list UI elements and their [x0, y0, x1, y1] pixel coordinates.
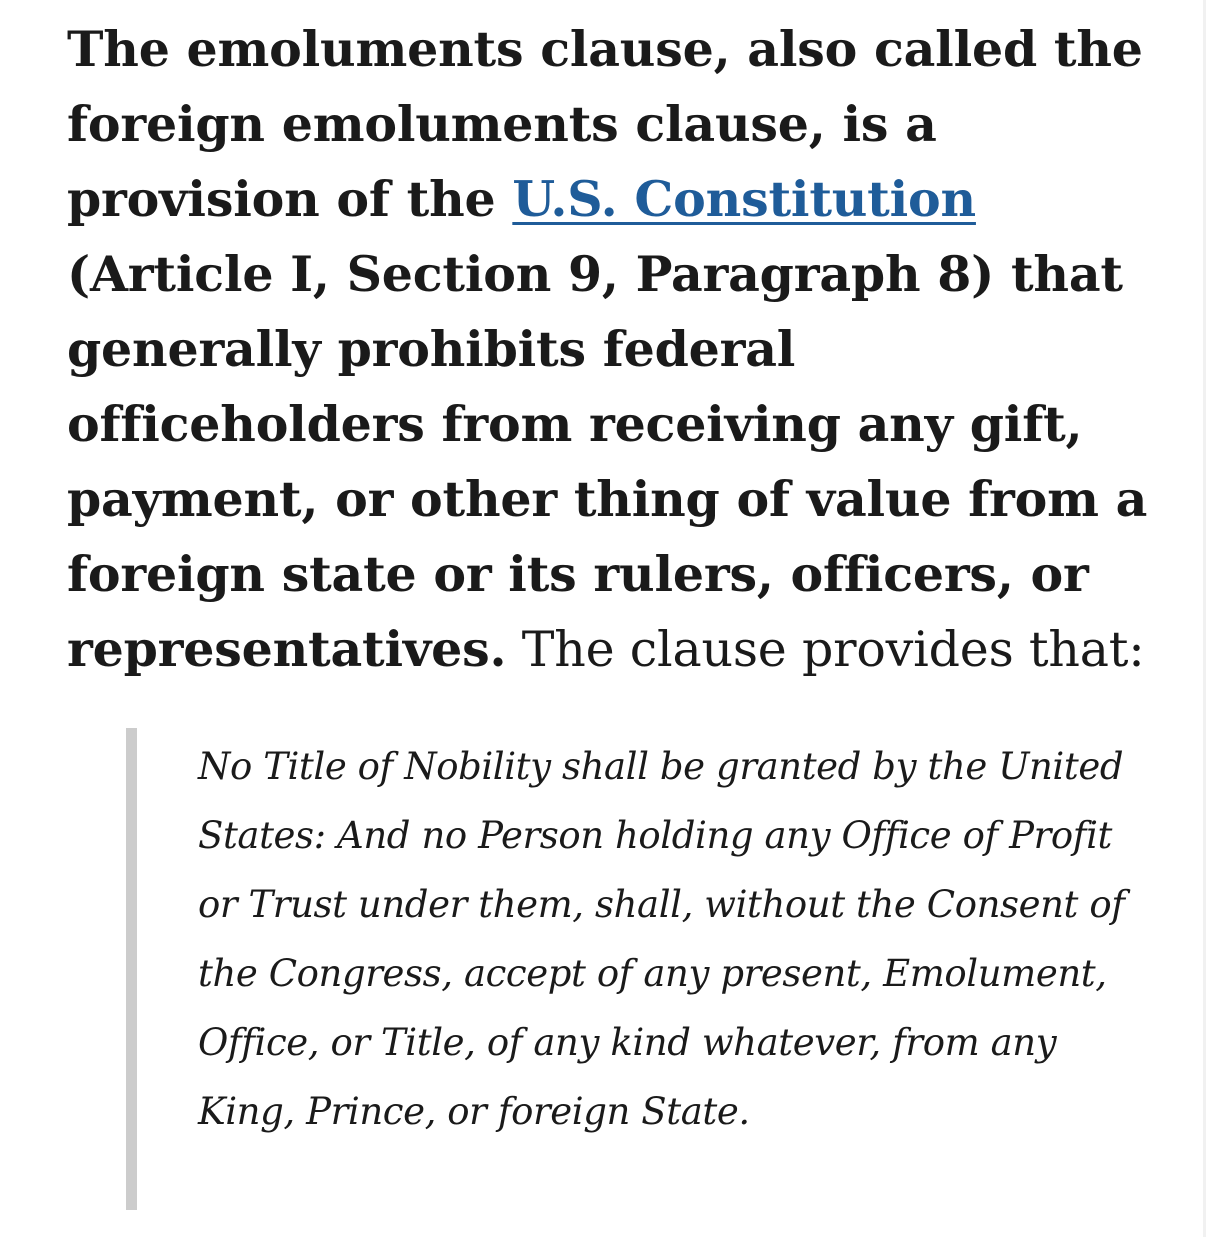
us-constitution-link[interactable]: U.S. Constitution [512, 170, 976, 228]
article-intro-paragraph [67, 12, 1162, 687]
blockquote-text: No Title of Nobility shall be granted by the United States: And no Person holding any Office of Profit or Trust under them, shall, without the Consent of the Congress, accept of any present, Emolument, Office, or Title, of any kind whatever, from any King, Prince, or foreign State. [198, 745, 1125, 1133]
lead-before-link: The emoluments clause, also called the foreign emoluments clause, is a provision of the [67, 20, 1143, 228]
intro-rest-text: The clause provides that: [506, 621, 1145, 678]
lead-after-link: (Article I, Section 9, Paragraph 8) that generally prohibits federal officeholders from receiving any gift, payment, or other thing of value from a foreign state or its rulers, officers, or representatives. [67, 245, 1148, 678]
constitution-blockquote [126, 728, 1141, 1210]
intro-lead-text [67, 20, 1147, 678]
